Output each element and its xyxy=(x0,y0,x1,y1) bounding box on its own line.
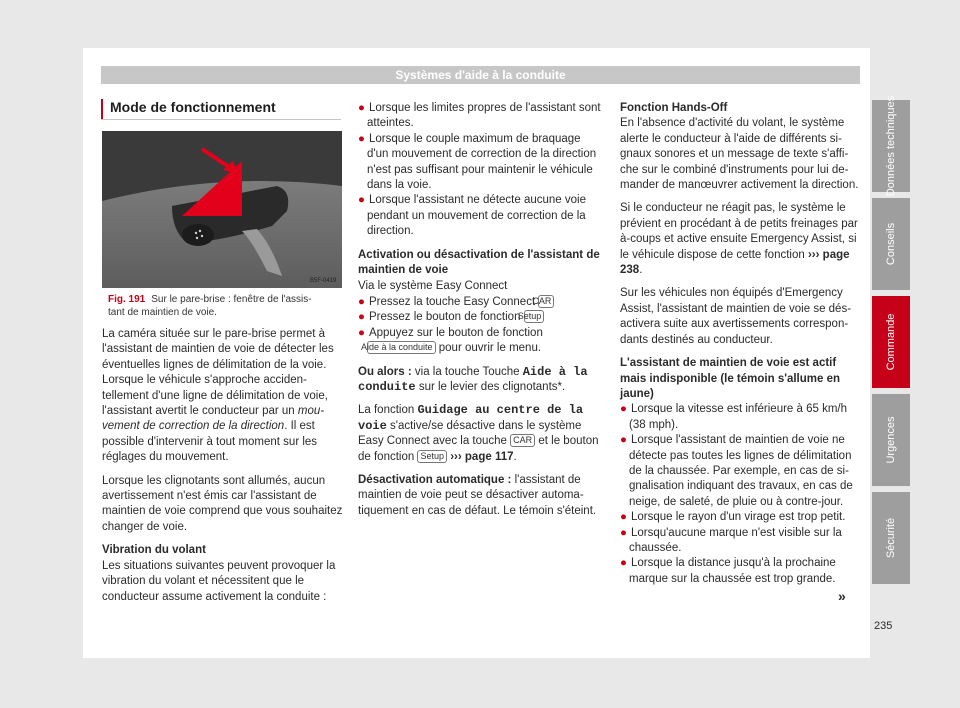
bullet-item: ● Lorsqu'aucune marque n'est visible sur la chaussée. xyxy=(620,526,842,554)
bullet-item: ● Lorsque l'assistant ne détecte aucune voie pendant un mouvement de correction de la direction. xyxy=(358,194,586,238)
continued-marker: » xyxy=(838,588,846,604)
bullet-item: ● Lorsque les limites propres de l'assistant sont atteintes. xyxy=(358,102,601,130)
title-underline xyxy=(101,119,341,120)
figure-caption xyxy=(108,294,344,319)
column-2 xyxy=(358,101,603,527)
bullet-item: ● Lorsque la vitesse est inférieure à 65 km/h (38 mph). xyxy=(620,403,848,431)
column-1 xyxy=(102,327,347,613)
key-car: CAR xyxy=(538,295,554,308)
text-line: Via le système Easy Connect xyxy=(358,280,508,293)
bullet-item: ● Lorsque le rayon d'un virage est trop petit. xyxy=(620,511,846,524)
column-3 xyxy=(620,101,860,587)
paragraph: La caméra située sur le pare-brise permet à l'assistant de maintien de voie de détecter les éventuelles lignes de délimitation de la voie. Lorsque le véhicule s'approche accidentellement d'une ligne de délimitation de voie, l'assistant avertit le conducteur par un mouvement de correction de la direction. Il est possible d'intervenir à tout moment sur les réglages du mouvement. xyxy=(102,328,334,464)
paragraph: Si le conducteur ne réagit pas, le système le prévient en procédant à de petits freinages par à-coups et active ensuite Emergency Assist, si le véhicule dispose de cette fonction ››› page 238. xyxy=(620,202,858,277)
figure-number: Fig. 191 xyxy=(108,294,146,305)
paragraph: Lorsque les clignotants sont allumés, aucun avertissement n'est émis car l'assistant de maintien de voie comprend que vous souhaitez changer de voie. xyxy=(102,474,343,533)
page-link[interactable]: ››› page 238 xyxy=(620,248,850,277)
subheading-hands-off: Fonction Hands-Off xyxy=(620,102,728,114)
key-setup: Setup xyxy=(524,310,545,323)
key-setup: Setup xyxy=(417,450,447,463)
bullet-item: ● Lorsque la distance jusqu'à la prochaine marque sur la chaussée est trop grande. xyxy=(620,557,836,585)
page-link[interactable]: ››› page 117 xyxy=(450,450,514,463)
tab-donnees-techniques[interactable]: Données techniques xyxy=(872,100,910,192)
section-title: Mode de fonctionnement xyxy=(110,99,276,115)
paragraph: Ou alors : via la touche Touche Aide à la conduite sur le levier des clignotants*. xyxy=(358,364,588,394)
paragraph: Sur les véhicules non équipés d'Emergency Assist, l'assistant de maintien de voie se désactivera suite aux avertissements correspondants destinés au conducteur. xyxy=(620,287,852,346)
tab-commande[interactable]: Commande xyxy=(872,296,910,388)
title-accent-bar xyxy=(101,99,103,119)
page-header: Systèmes d'aide à la conduite xyxy=(101,66,860,84)
figure-code: B5F-0419 xyxy=(310,278,337,284)
step-item: ● Pressez le bouton de fonction Setup xyxy=(358,310,603,325)
page-number: 235 xyxy=(874,620,893,632)
tab-urgences[interactable]: Urgences xyxy=(872,394,910,486)
caption-line-2: tant de maintien de voie. xyxy=(108,306,217,318)
step-item: ● Appuyez sur le bouton de fonction Aide à la conduite pour ouvrir le menu. xyxy=(358,326,543,355)
step-item: ● Pressez la touche Easy Connect CAR xyxy=(358,295,603,310)
bullet-item: ● Lorsque l'assistant de maintien de voie ne détecte pas toutes les lignes de délimitation de la chaussée. Par exemple, en cas de signalisation indiquant des travaux, en cas de neige, de saleté, de pluie ou à contre-jour. xyxy=(620,434,853,508)
key-aide: Aide à la conduite xyxy=(367,341,436,354)
paragraph: La fonction Guidage au centre de la voie s'active/se désactive dans le système Easy Connect avec la touche CAR et le bouton de fonction Setup ››› page 117. xyxy=(358,403,599,463)
paragraph: En l'absence d'activité du volant, le système alerte le conducteur à l'aide de différents signaux sonores et un message de texte s'affiche sur le combiné d'instruments pour lui demander de manœuvrer activement la direction. xyxy=(620,117,859,192)
tab-securite[interactable]: Sécurité xyxy=(872,492,910,584)
tab-conseils[interactable]: Conseils xyxy=(872,198,910,290)
caption-line-1: Sur le pare-brise : fenêtre de l'assis- xyxy=(151,294,312,305)
figure-windshield-camera xyxy=(102,131,342,288)
key-car: CAR xyxy=(510,434,535,447)
subheading-vibration: Vibration du volant xyxy=(102,544,206,557)
windshield-illustration xyxy=(102,131,342,288)
bullet-item: ● Lorsque le couple maximum de braquage d'un mouvement de correction de la direction n'est pas suffisant pour maintenir le véhicule dans la voie. xyxy=(358,132,597,192)
section-title-block xyxy=(101,97,341,119)
paragraph: Les situations suivantes peuvent provoquer la vibration du volant et nécessitent que le conducteur assume activement la conduite : xyxy=(102,559,336,603)
paragraph: Désactivation automatique : l'assistant de maintien de voie peut se désactiver automatiquement en cas de défaut. Le témoin s'éteint. xyxy=(358,473,597,517)
subheading-indisponible: L'assistant de maintien de voie est actif mais indisponible (le témoin s'allume en jaune) xyxy=(620,357,841,400)
subheading-activation: Activation ou désactivation de l'assistant de maintien de voie xyxy=(358,248,600,277)
